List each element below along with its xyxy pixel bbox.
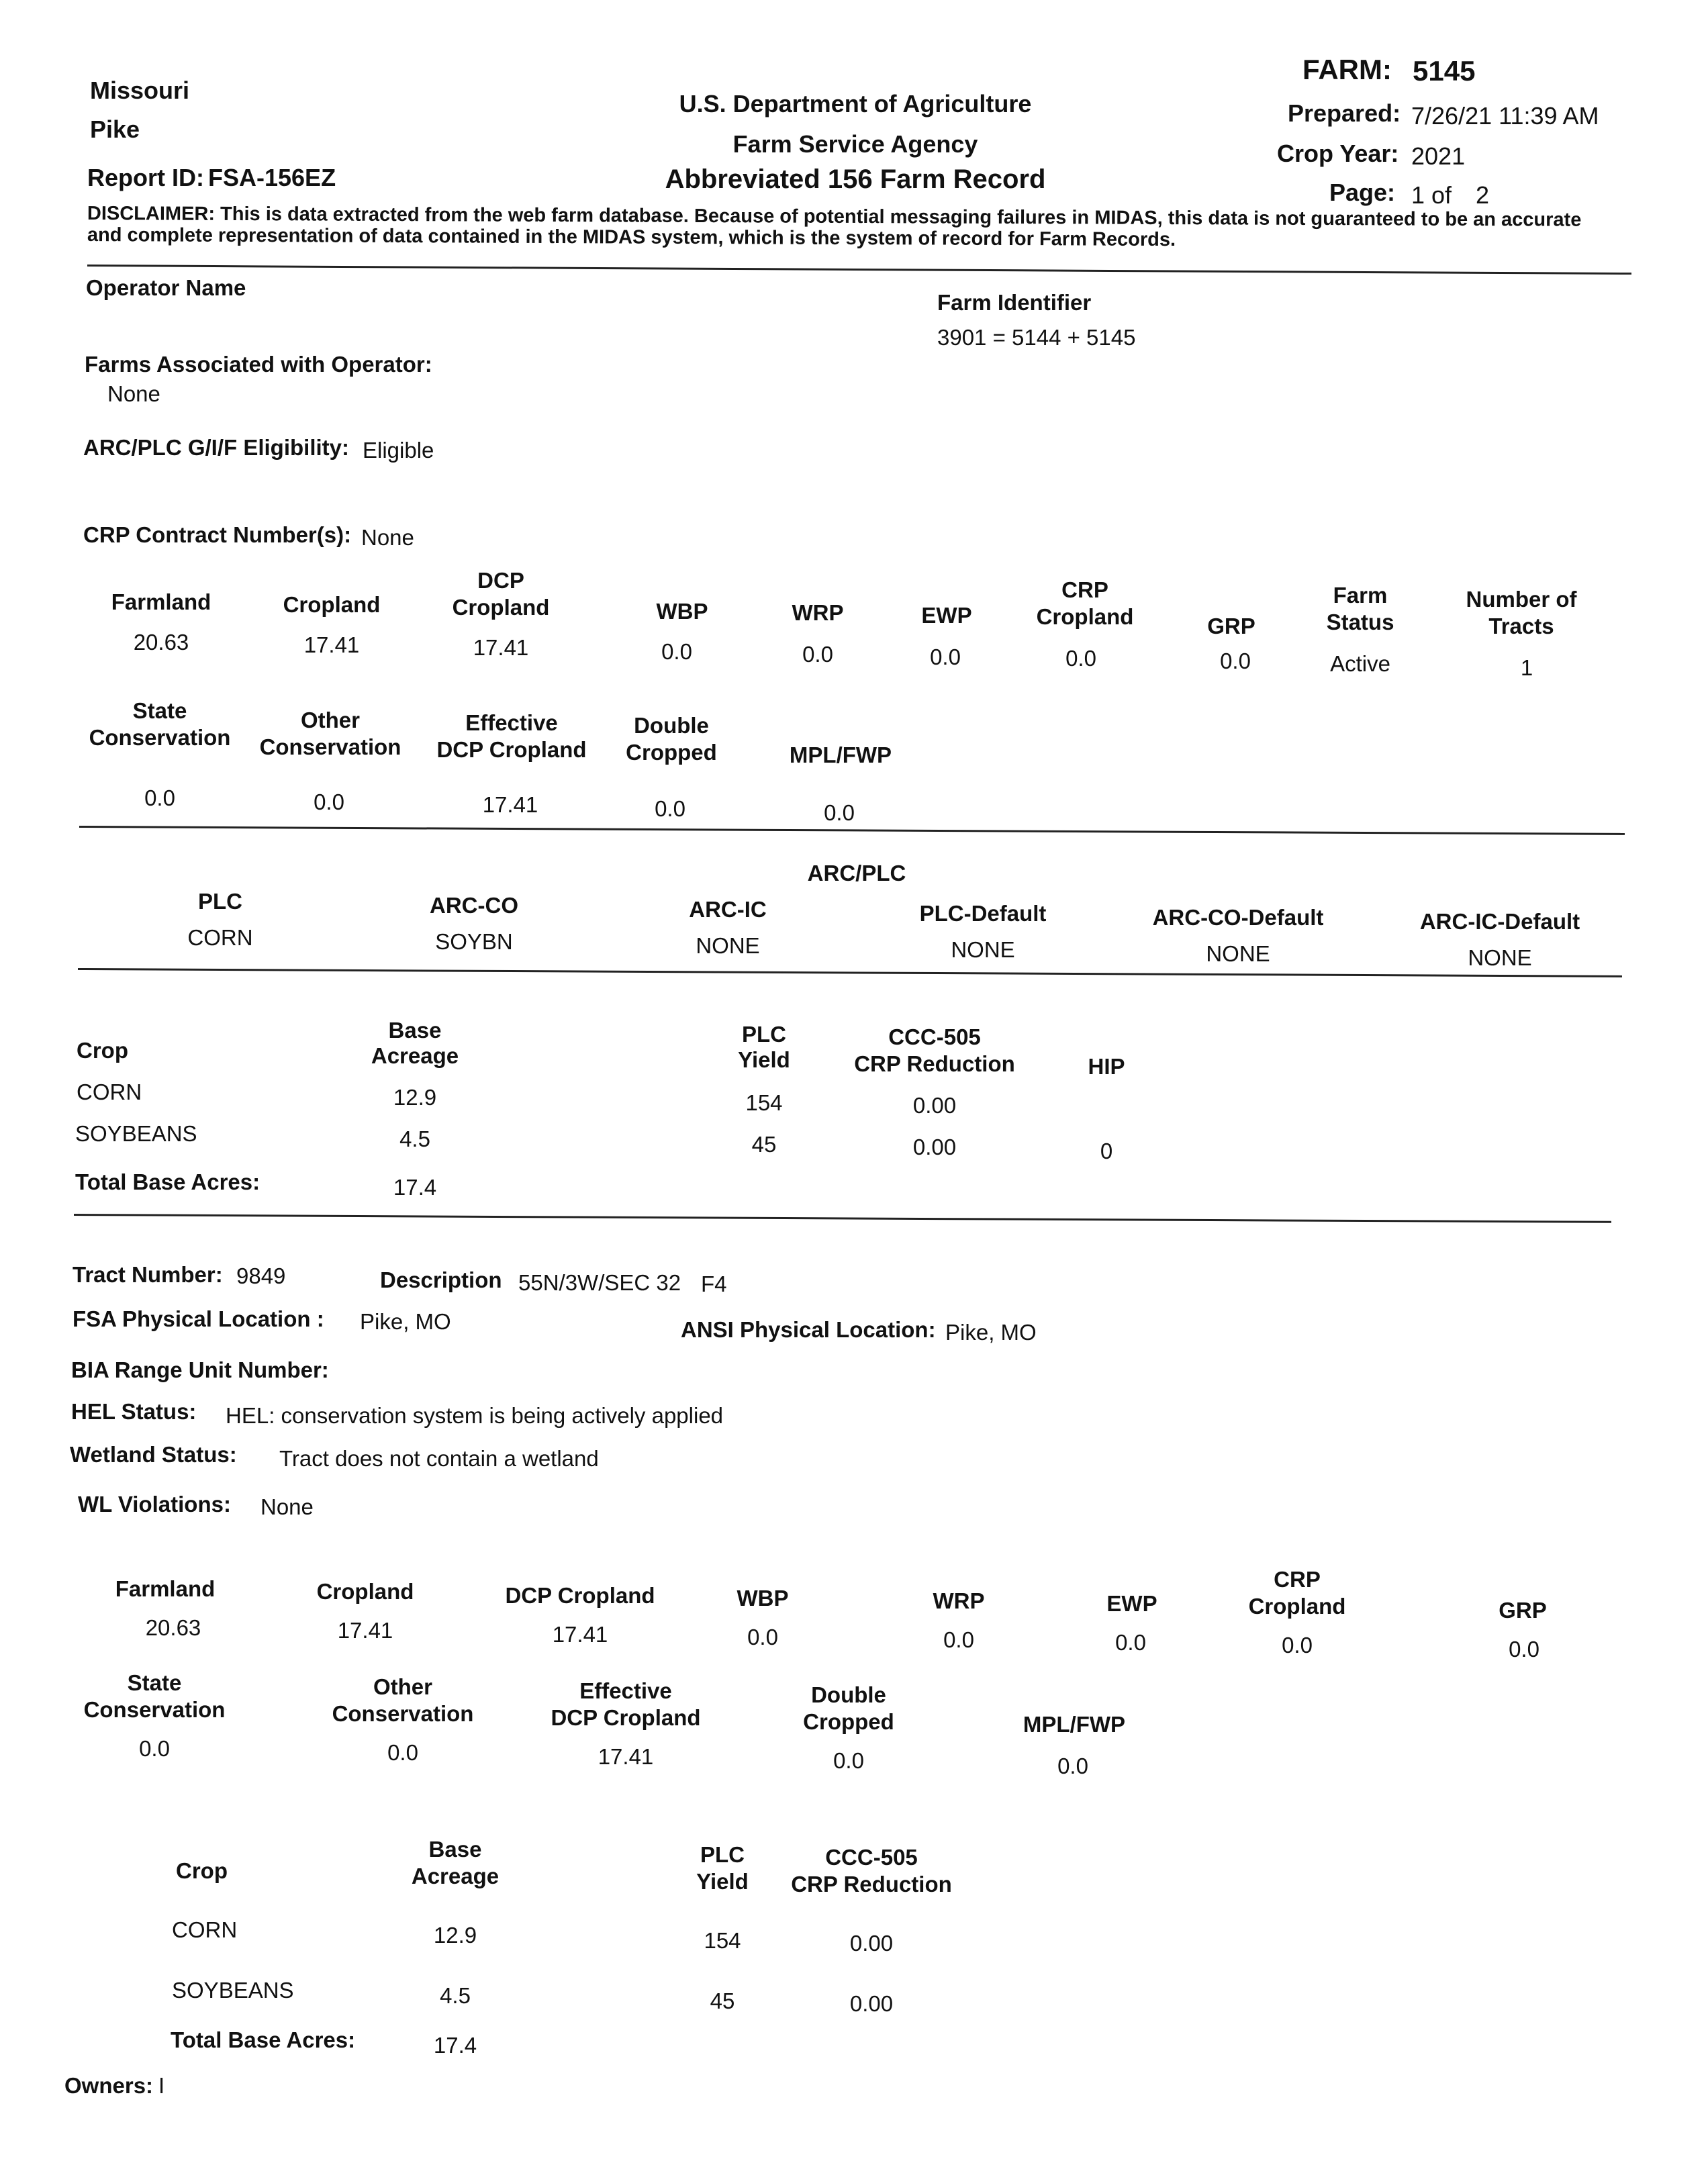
owners-value: I	[158, 2073, 165, 2098]
tract-ewp-value: 0.0	[1115, 1630, 1146, 1655]
tract-crp-cropland-value: 0.0	[1282, 1633, 1313, 1658]
farm-row-crop: SOYBEANS	[75, 1121, 197, 1146]
effective-dcp-label-1: Effective	[465, 710, 558, 735]
tract-cropland-label: Cropland	[316, 1579, 414, 1604]
farm-plc-header-1: PLC	[742, 1022, 786, 1047]
ansi-location-value: Pike, MO	[945, 1320, 1037, 1345]
effective-dcp-value: 17.41	[482, 792, 538, 817]
state-conservation-label-2: Conservation	[89, 725, 231, 750]
tract-description-label: Description	[380, 1267, 502, 1292]
other-conservation-value: 0.0	[314, 789, 344, 814]
mpl-fwp-label: MPL/FWP	[789, 742, 892, 767]
arc-ic-value: NONE	[696, 933, 760, 958]
wl-violations-value: None	[260, 1494, 314, 1519]
tract-mpl-fwp-label: MPL/FWP	[1023, 1712, 1126, 1737]
page-title: Abbreviated 156 Farm Record	[665, 164, 1046, 194]
tract-double-cropped-value: 0.0	[833, 1748, 864, 1773]
farm-status-label-1: Farm	[1333, 583, 1388, 608]
tract-crop-header: Crop	[176, 1858, 228, 1883]
plc-default-value: NONE	[951, 937, 1015, 962]
tract-dcp-cropland-value: 17.41	[552, 1622, 608, 1647]
county-name: Pike	[90, 115, 140, 143]
grp-value: 0.0	[1220, 649, 1251, 673]
page-value: 1 of	[1411, 181, 1452, 209]
arc-ic-default-label: ARC-IC-Default	[1419, 909, 1580, 934]
report-id-label: Report ID:	[87, 164, 204, 191]
arc-co-label: ARC-CO	[430, 893, 518, 918]
tract-row-crop: CORN	[172, 1917, 238, 1942]
farm-row-plc: 154	[745, 1090, 783, 1115]
farm-total-value: 17.4	[393, 1175, 437, 1200]
bia-range-label: BIA Range Unit Number:	[71, 1357, 329, 1382]
arcplc-divider	[78, 968, 1622, 977]
agency-service: Farm Service Agency	[732, 130, 978, 158]
ewp-label: EWP	[921, 603, 972, 628]
tract-mpl-fwp-value: 0.0	[1057, 1754, 1088, 1778]
summary-divider	[79, 826, 1625, 835]
page-total: 2	[1476, 181, 1490, 209]
report-id-value: FSA-156EZ	[208, 164, 336, 191]
farmland-value: 20.63	[133, 630, 189, 655]
arcplc-eligibility-label: ARC/PLC G/I/F Eligibility:	[83, 435, 349, 460]
tract-wrp-value: 0.0	[943, 1627, 974, 1652]
tract-dcp-cropland-label: DCP Cropland	[505, 1583, 655, 1608]
tract-farmland-value: 20.63	[145, 1615, 201, 1640]
tract-grp-value: 0.0	[1509, 1637, 1539, 1662]
ewp-value: 0.0	[930, 644, 961, 669]
farm-plc-header-2: Yield	[738, 1047, 790, 1072]
effective-dcp-label-2: DCP Cropland	[436, 737, 587, 762]
tract-row-crop: SOYBEANS	[172, 1978, 294, 2003]
farm-row-base: 4.5	[399, 1126, 430, 1151]
farm-row-ccc: 0.00	[912, 1093, 957, 1118]
farm-base-header-2: Acreage	[371, 1043, 459, 1068]
farmland-label: Farmland	[111, 589, 211, 614]
tract-other-conservation-label-1: Other	[373, 1674, 433, 1699]
page-label: Page:	[1329, 179, 1396, 206]
dcp-cropland-value: 17.41	[473, 635, 529, 660]
farm-label: FARM:	[1302, 54, 1392, 85]
tract-row-base: 12.9	[433, 1923, 477, 1948]
crp-contract-value: None	[361, 525, 414, 550]
tract-other-conservation-label-2: Conservation	[332, 1701, 474, 1726]
crop-divider	[74, 1214, 1611, 1223]
wetland-status-label: Wetland Status:	[70, 1442, 237, 1467]
tract-row-ccc: 0.00	[849, 1991, 894, 2016]
tract-effective-dcp-value: 17.41	[598, 1744, 654, 1769]
farm-number: 5145	[1413, 55, 1476, 87]
disclaimer-line-1: DISCLAIMER: This is data extracted from the web farm database. Because of potential messaging failures in MIDAS, this data is not guaranteed to be an accurate	[87, 203, 1582, 231]
tract-row-ccc: 0.00	[849, 1931, 894, 1956]
fsa-location-label: FSA Physical Location :	[73, 1306, 324, 1331]
tract-number-value: 9849	[236, 1263, 286, 1288]
tract-ewp-label: EWP	[1106, 1591, 1157, 1616]
tract-double-cropped-label-1: Double	[811, 1682, 886, 1707]
farms-associated-value: None	[107, 381, 160, 406]
state-conservation-label-1: State	[132, 698, 187, 723]
tract-base-header-2: Acreage	[411, 1864, 500, 1888]
tract-wbp-label: WBP	[737, 1586, 789, 1611]
farm-base-header-1: Base	[388, 1018, 442, 1043]
other-conservation-label-1: Other	[300, 708, 361, 732]
arc-ic-default-value: NONE	[1468, 945, 1532, 970]
number-of-tracts-label-2: Tracts	[1488, 614, 1554, 638]
disclaimer-line-2: and complete representation of data contained in the MIDAS system, which is the system of record for Farm Records.	[87, 224, 1176, 251]
tract-crp-cropland-label-2: Cropland	[1248, 1594, 1346, 1619]
tract-farmland-label: Farmland	[115, 1576, 216, 1601]
tract-effective-dcp-label-2: DCP Cropland	[551, 1705, 701, 1730]
tract-total-label: Total Base Acres:	[171, 2027, 356, 2052]
number-of-tracts-value: 1	[1520, 655, 1533, 680]
crp-cropland-label-1: CRP	[1061, 577, 1108, 602]
tract-description-extra: F4	[701, 1272, 727, 1296]
tract-state-conservation-value: 0.0	[139, 1736, 170, 1761]
farm-ccc-header-2: CRP Reduction	[854, 1051, 1015, 1076]
arcplc-title: ARC/PLC	[807, 861, 906, 885]
farm-status-label-2: Status	[1326, 610, 1394, 634]
mpl-fwp-value: 0.0	[824, 800, 855, 825]
arcplc-eligibility-value: Eligible	[363, 438, 434, 463]
tract-plc-header-2: Yield	[696, 1869, 749, 1894]
tract-state-conservation-label-1: State	[127, 1670, 182, 1695]
fsa-location-value: Pike, MO	[360, 1309, 451, 1334]
tract-crp-cropland-label-1: CRP	[1274, 1567, 1321, 1592]
grp-label: GRP	[1207, 614, 1255, 638]
prepared-value: 7/26/21 11:39 AM	[1411, 102, 1599, 130]
tract-grp-label: GRP	[1499, 1598, 1547, 1623]
double-cropped-label-1: Double	[634, 713, 709, 738]
tract-ccc-header-1: CCC-505	[825, 1845, 918, 1870]
wbp-label: WBP	[656, 599, 708, 624]
tract-effective-dcp-label-1: Effective	[579, 1678, 672, 1703]
crp-contract-label: CRP Contract Number(s):	[83, 522, 352, 547]
farm-row-ccc: 0.00	[912, 1135, 957, 1159]
prepared-label: Prepared:	[1288, 99, 1401, 127]
tract-number-label: Tract Number:	[73, 1262, 223, 1287]
wetland-status-value: Tract does not contain a wetland	[279, 1446, 599, 1471]
farm-row-plc: 45	[751, 1132, 777, 1157]
farm-row-base: 12.9	[393, 1085, 437, 1110]
state-name: Missouri	[90, 77, 190, 104]
wrp-label: WRP	[792, 600, 844, 625]
tract-wbp-value: 0.0	[747, 1625, 778, 1649]
tract-double-cropped-label-2: Cropped	[803, 1709, 894, 1734]
crp-cropland-value: 0.0	[1065, 646, 1096, 671]
farm-hip-header: HIP	[1088, 1054, 1125, 1079]
tract-row-plc: 154	[704, 1928, 741, 1953]
crop-year-label: Crop Year:	[1277, 140, 1399, 167]
tract-cropland-value: 17.41	[337, 1618, 393, 1643]
double-cropped-value: 0.0	[655, 796, 685, 821]
plc-value: CORN	[187, 925, 253, 950]
farm-identifier-value: 3901 = 5144 + 5145	[937, 325, 1136, 350]
farms-associated-label: Farms Associated with Operator:	[85, 352, 432, 377]
tract-row-base: 4.5	[440, 1983, 471, 2008]
crop-year-value: 2021	[1411, 142, 1466, 170]
farm-identifier-label: Farm Identifier	[937, 290, 1092, 315]
double-cropped-label-2: Cropped	[626, 740, 717, 765]
owners-label: Owners:	[64, 2073, 154, 2098]
farm-row-crop: CORN	[77, 1080, 142, 1104]
other-conservation-label-2: Conservation	[259, 734, 401, 759]
farm-ccc-header-1: CCC-505	[888, 1024, 981, 1049]
dcp-cropland-label-1: DCP	[477, 568, 524, 593]
dcp-cropland-label-2: Cropland	[452, 595, 550, 620]
hel-status-label: HEL Status:	[71, 1399, 197, 1424]
cropland-value: 17.41	[303, 632, 360, 657]
plc-label: PLC	[198, 889, 242, 914]
tract-wrp-label: WRP	[933, 1588, 985, 1613]
tract-description-value: 55N/3W/SEC 32	[518, 1270, 681, 1295]
hel-status-value: HEL: conservation system is being actively applied	[226, 1403, 724, 1428]
header-divider	[87, 265, 1631, 275]
farm-status-value: Active	[1330, 651, 1390, 676]
farm-row-hip: 0	[1100, 1139, 1113, 1163]
ansi-location-label: ANSI Physical Location:	[681, 1317, 936, 1342]
plc-default-label: PLC-Default	[919, 901, 1047, 926]
wbp-value: 0.0	[661, 639, 692, 664]
number-of-tracts-label-1: Number of	[1466, 587, 1577, 612]
tract-base-header-1: Base	[428, 1837, 482, 1862]
arc-co-default-value: NONE	[1206, 941, 1270, 966]
tract-plc-header-1: PLC	[700, 1842, 745, 1867]
state-conservation-value: 0.0	[144, 785, 175, 810]
operator-name-label: Operator Name	[86, 275, 246, 300]
arc-co-value: SOYBN	[435, 929, 513, 954]
farm-total-label: Total Base Acres:	[75, 1169, 260, 1194]
farm-crop-header: Crop	[77, 1038, 128, 1063]
wl-violations-label: WL Violations:	[78, 1492, 231, 1517]
agency-department: U.S. Department of Agriculture	[679, 90, 1032, 117]
wrp-value: 0.0	[802, 642, 833, 667]
crp-cropland-label-2: Cropland	[1036, 604, 1134, 629]
cropland-label: Cropland	[283, 592, 381, 617]
arc-ic-label: ARC-IC	[689, 897, 767, 922]
tract-row-plc: 45	[710, 1988, 735, 2013]
tract-state-conservation-label-2: Conservation	[83, 1697, 226, 1722]
tract-total-value: 17.4	[433, 2033, 477, 2058]
tract-ccc-header-2: CRP Reduction	[791, 1872, 952, 1897]
tract-other-conservation-value: 0.0	[387, 1740, 418, 1765]
arc-co-default-label: ARC-CO-Default	[1152, 905, 1324, 930]
